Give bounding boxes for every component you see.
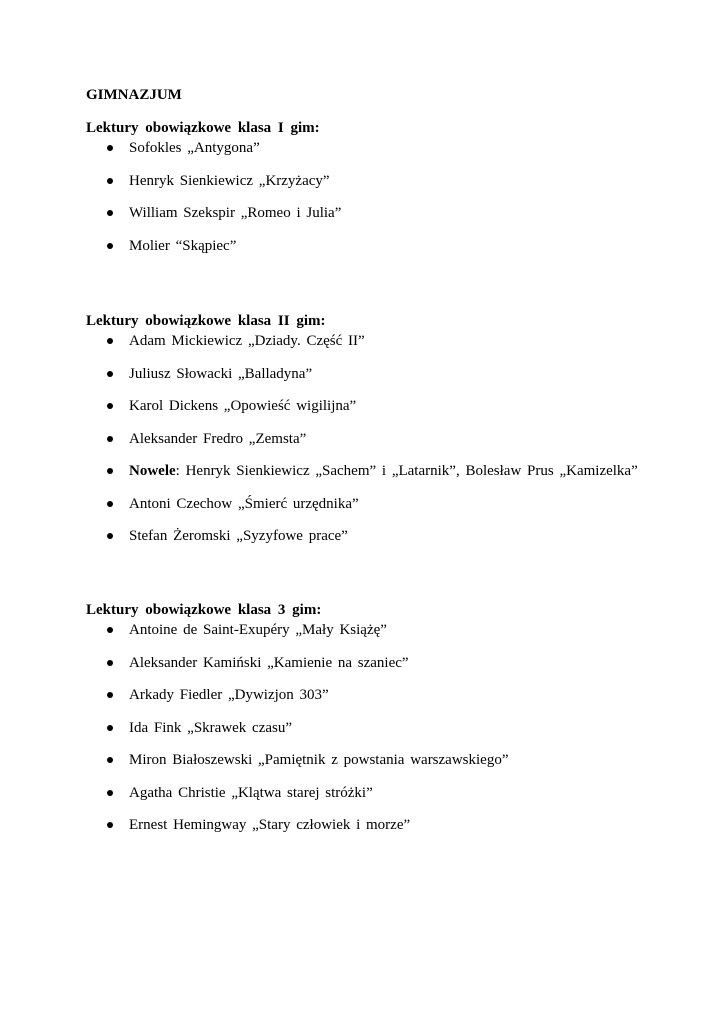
list-item: Miron Białoszewski „Pamiętnik z powstania warszawskiego” bbox=[86, 750, 706, 783]
list-item: Sofokles „Antygona” bbox=[86, 138, 706, 171]
list-item: Henryk Sienkiewicz „Krzyżacy” bbox=[86, 171, 706, 204]
bullet-icon bbox=[107, 660, 113, 666]
bullet-icon bbox=[107, 468, 113, 474]
bullet-icon bbox=[107, 692, 113, 698]
bullet-icon bbox=[107, 436, 113, 442]
list-item: Agatha Christie „Klątwa starej stróżki” bbox=[86, 783, 706, 816]
section-heading: Lektury obowiązkowe klasa II gim: bbox=[86, 313, 326, 329]
document-title: GIMNAZJUM bbox=[86, 87, 182, 103]
bullet-icon bbox=[107, 822, 113, 828]
list-item: Adam Mickiewicz „Dziady. Część II” bbox=[86, 331, 706, 364]
bullet-icon bbox=[107, 145, 113, 151]
bullet-icon bbox=[107, 757, 113, 763]
list-item: Karol Dickens „Opowieść wigilijna” bbox=[86, 396, 706, 429]
list-item: William Szekspir „Romeo i Julia” bbox=[86, 203, 706, 236]
section-class-3 bbox=[86, 600, 706, 848]
reading-list bbox=[86, 331, 706, 559]
list-item: Arkady Fiedler „Dywizjon 303” bbox=[86, 685, 706, 718]
section-heading: Lektury obowiązkowe klasa I gim: bbox=[86, 120, 320, 136]
section-heading: Lektury obowiązkowe klasa 3 gim: bbox=[86, 602, 322, 618]
list-item: Aleksander Fredro „Zemsta” bbox=[86, 429, 706, 462]
list-item: Molier “Skąpiec” bbox=[86, 236, 706, 269]
nowele-label: Nowele bbox=[129, 463, 176, 479]
list-item: Juliusz Słowacki „Balladyna” bbox=[86, 364, 706, 397]
list-item: Antoine de Saint-Exupéry „Mały Książę” bbox=[86, 620, 706, 653]
bullet-icon bbox=[107, 790, 113, 796]
list-item: Aleksander Kamiński „Kamienie na szaniec” bbox=[86, 653, 706, 686]
list-item: Ernest Hemingway „Stary człowiek i morze” bbox=[86, 815, 706, 848]
section-class-1 bbox=[86, 118, 706, 268]
list-item: Nowele: Henryk Sienkiewicz „Sachem” i „Latarnik”, Bolesław Prus „Kamizelka” bbox=[86, 461, 706, 494]
bullet-icon bbox=[107, 725, 113, 731]
bullet-icon bbox=[107, 627, 113, 633]
bullet-icon bbox=[107, 403, 113, 409]
bullet-icon bbox=[107, 243, 113, 249]
list-item: Antoni Czechow „Śmierć urzędnika” bbox=[86, 494, 706, 527]
bullet-icon bbox=[107, 178, 113, 184]
list-item: Ida Fink „Skrawek czasu” bbox=[86, 718, 706, 751]
section-class-2 bbox=[86, 311, 706, 559]
bullet-icon bbox=[107, 371, 113, 377]
reading-list bbox=[86, 620, 706, 848]
bullet-icon bbox=[107, 533, 113, 539]
bullet-icon bbox=[107, 210, 113, 216]
bullet-icon bbox=[107, 501, 113, 507]
list-item: Stefan Żeromski „Syzyfowe prace” bbox=[86, 526, 706, 559]
reading-list bbox=[86, 138, 706, 268]
bullet-icon bbox=[107, 338, 113, 344]
